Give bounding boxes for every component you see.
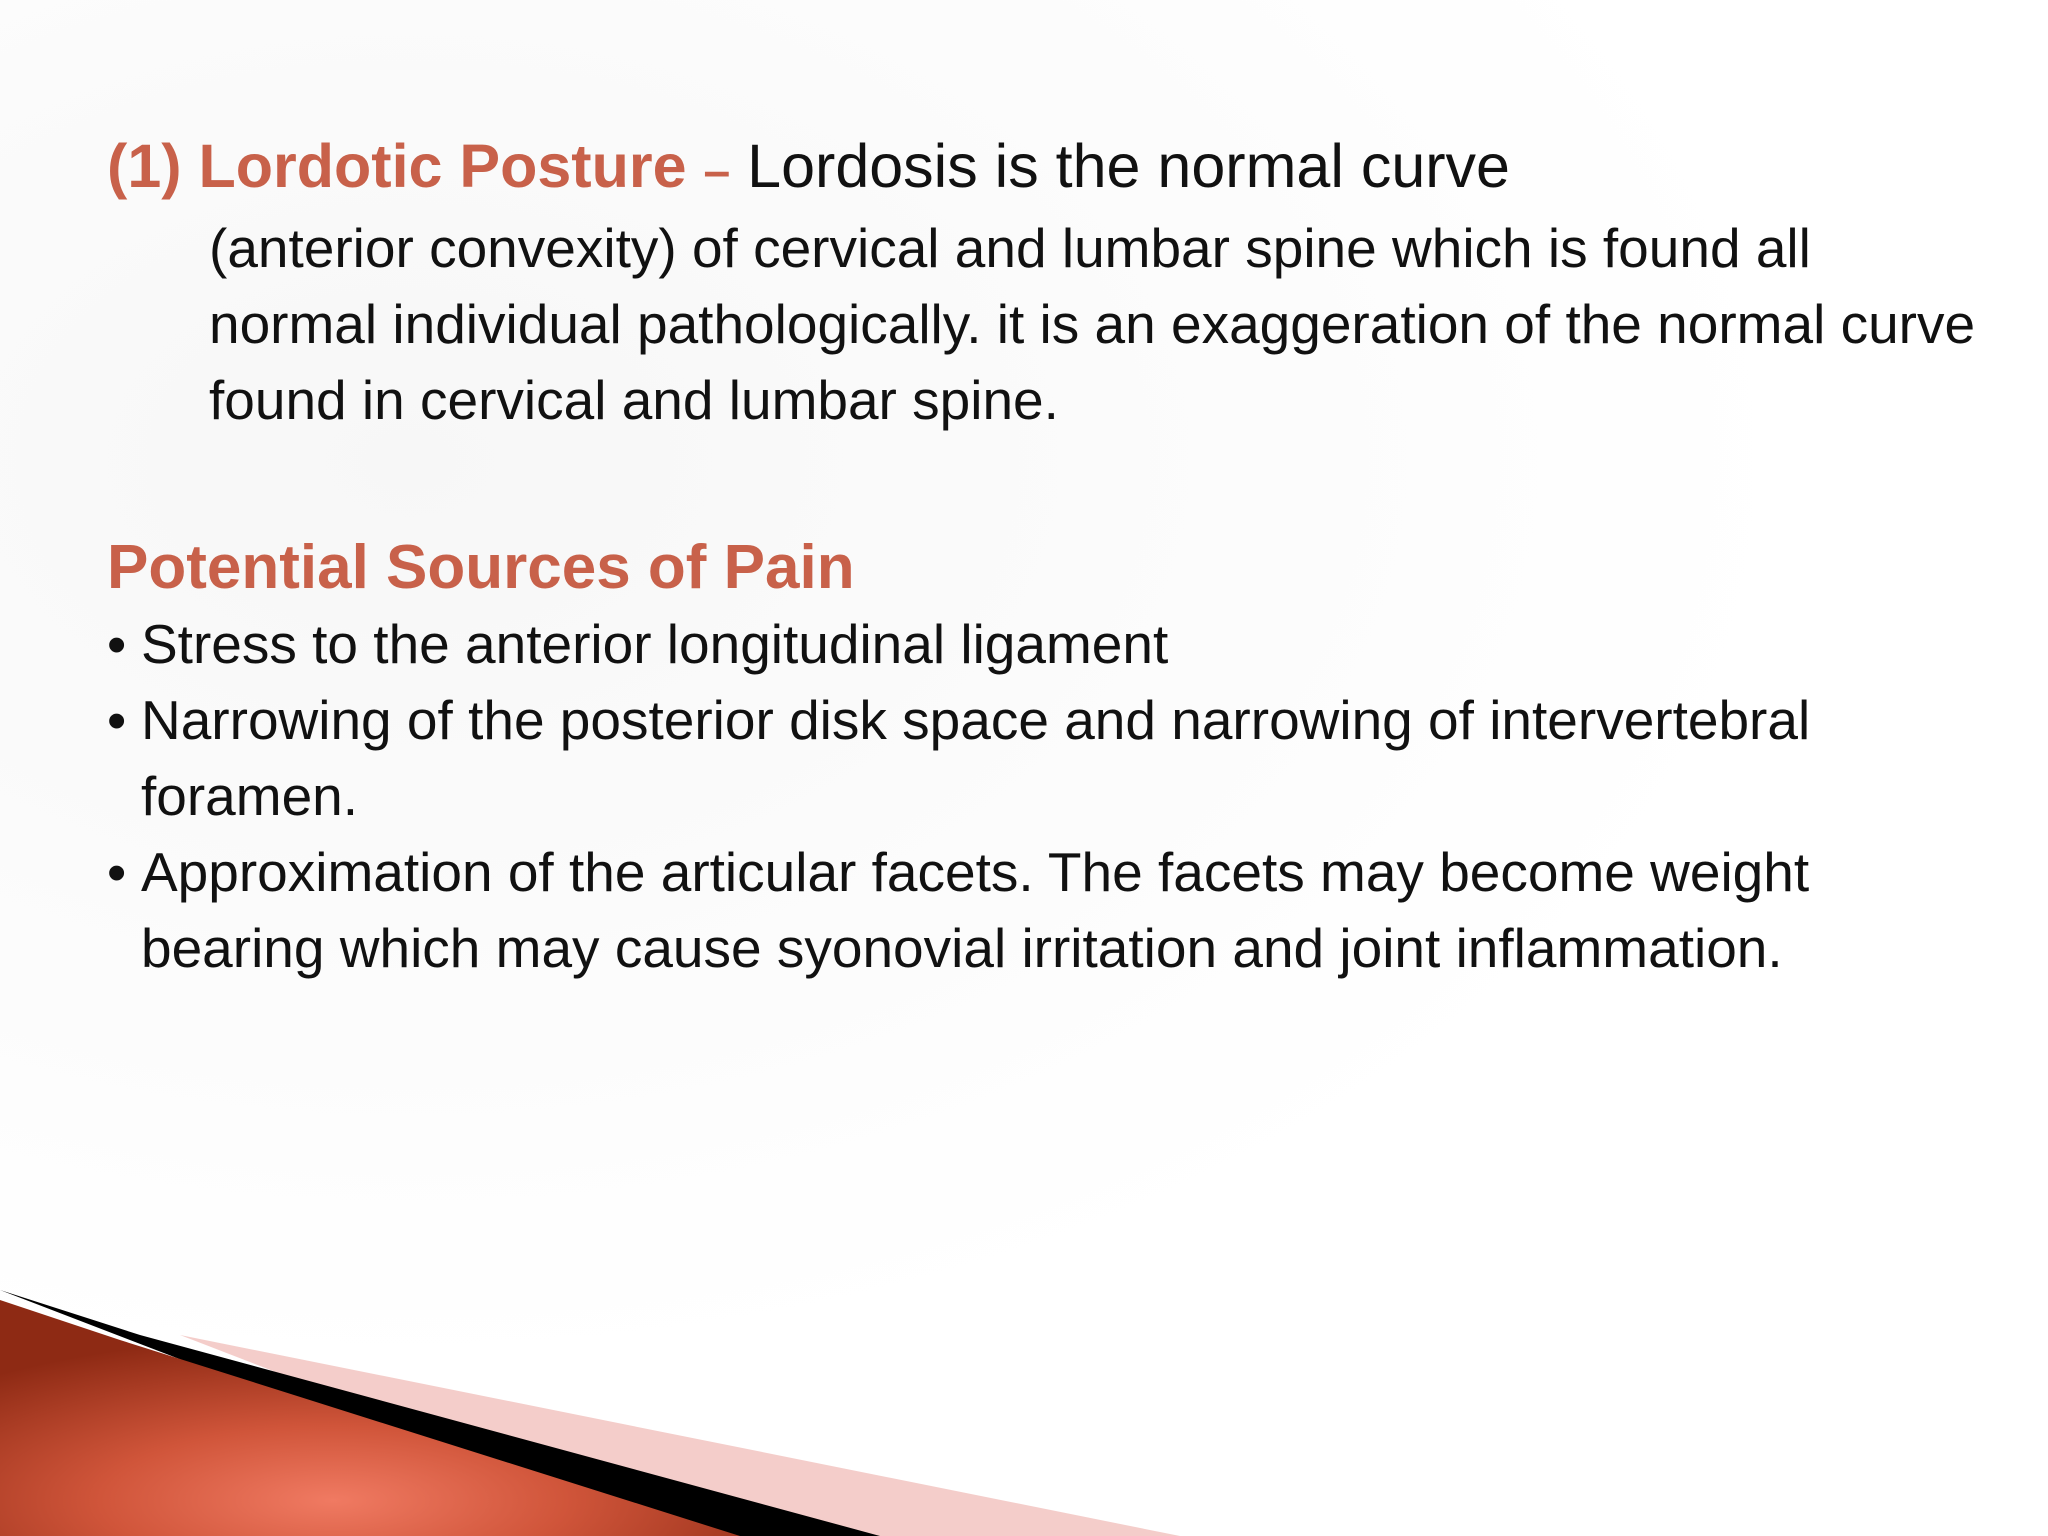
decor-pink-band <box>180 1335 1180 1536</box>
bullet-marker: • <box>107 689 127 751</box>
decor-black-band <box>0 1290 880 1536</box>
pain-sources-list <box>107 606 1987 986</box>
list-item-text: Stress to the anterior longitudinal ligament <box>141 613 1169 675</box>
list-item-text: Approximation of the articular facets. The facets may become weight bearing which may cause syonovial irritation and joint inflammation. <box>141 841 1810 979</box>
list-item-text: Narrowing of the posterior disk space and narrowing of intervertebral foramen. <box>141 689 1811 827</box>
item-1-title: Lordotic Posture <box>198 132 687 200</box>
list-item <box>107 834 1941 986</box>
bullet-marker: • <box>107 841 127 903</box>
bullet-marker: • <box>107 613 127 675</box>
item-1-number: (1) <box>107 132 182 200</box>
list-item <box>107 682 1941 834</box>
item-1-lead-text: Lordosis is the normal curve <box>747 132 1510 200</box>
slide-content <box>107 128 1987 986</box>
decor-red-band <box>0 1300 740 1536</box>
section-title: Potential Sources of Pain <box>107 533 855 602</box>
item-1-dash: – <box>703 145 731 198</box>
item-1-body: (anterior convexity) of cervical and lumbar spine which is found all normal individual pathologically. it is an exaggeration of the normal curve found in cervical and lumbar spine. <box>209 217 1976 431</box>
item-1-heading <box>107 128 1987 210</box>
list-item <box>107 606 1941 682</box>
